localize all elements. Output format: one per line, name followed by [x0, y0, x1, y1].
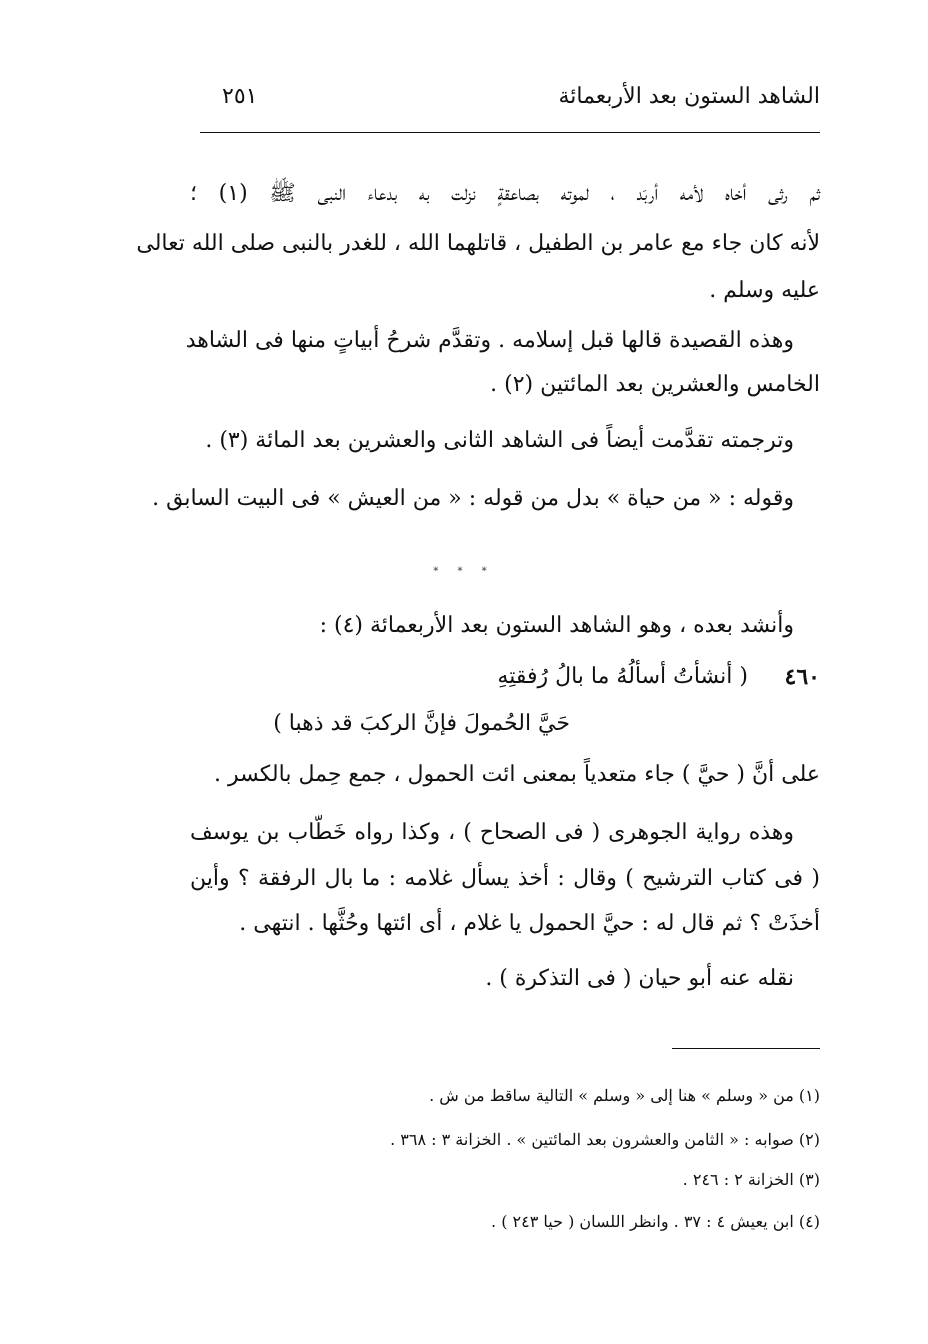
body-line-11: ( فى كتاب الترشيح ) وقال : أخذ يسأل غلامه : ما بال الرفقة ؟ وأين — [190, 866, 820, 891]
body-line-12: أخذَتْ ؟ ثم قال له : حيَّ الحمول يا غلام ، أى ائتها وحُثَّها . انتهى . — [239, 911, 820, 936]
verse-second-hemistich: حَيَّ الحُمولَ فإنَّ الركبَ قد ذهبا ) — [273, 711, 570, 736]
footnote-rule — [672, 1048, 820, 1049]
verse-number: ٤٦٠ — [784, 664, 820, 690]
body-line-7: وقوله : « من حياة » بدل من قوله : « من العيش » فى البيت السابق . — [152, 486, 794, 511]
footnote-3: (٣) الخزانة ٢ : ٢٤٦ . — [682, 1170, 820, 1189]
footnote-1: (١) من « وسلم » هنا إلى « وسلم » التالية ساقط من ش . — [429, 1086, 820, 1105]
body-line-10: وهذه رواية الجوهرى ( فى الصحاح ) ، وكذا رواه خَطّاب بن يوسف — [190, 820, 794, 845]
footnote-2: (٢) صوابه : « الثامن والعشرون بعد المائتين » . الخزانة ٣ : ٣٦٨ . — [390, 1130, 820, 1149]
verse-first-hemistich: ( أنشأتُ أسألُهُ ما بالُ رُفقتِهِ — [497, 664, 748, 689]
footnote-4: (٤) ابن يعيش ٤ : ٣٧ . وانظر اللسان ( حيا ٢٤٣ ) . — [491, 1212, 820, 1231]
page-number: ٢٥١ — [222, 84, 258, 109]
body-line-6: وترجمته تقدَّمت أيضاً فى الشاهد الثانى والعشرين بعد المائة (٣) . — [205, 428, 794, 453]
body-line-1: ثم رثى أخاه لأمه أربَد ، لموته بصاعقةٍ نزلت به بدعاء النبى ﷺ (١) ؛ — [190, 181, 820, 206]
header-rule — [200, 132, 820, 133]
body-line-9: على أنَّ ( حيَّ ) جاء متعدياً بمعنى ائت الحمول ، جمع حِمل بالكسر . — [214, 762, 820, 787]
body-line-4: وهذه القصيدة قالها قبل إسلامه . وتقدَّم شرحُ أبياتٍ منها فى الشاهد — [185, 328, 794, 353]
body-line-8: وأنشد بعده ، وهو الشاهد الستون بعد الأربعمائة (٤) : — [319, 613, 794, 638]
body-line-3: عليه وسلم . — [709, 278, 820, 303]
running-header-title: الشاهد الستون بعد الأربعمائة — [558, 84, 820, 109]
body-line-5: الخامس والعشرين بعد المائتين (٢) . — [490, 372, 820, 397]
body-line-2: لأنه كان جاء مع عامر بن الطفيل ، قاتلهما الله ، للغدر بالنبى صلى الله تعالى — [136, 231, 820, 256]
body-line-13: نقله عنه أبو حيان ( فى التذكرة ) . — [485, 966, 794, 991]
section-separator: * * * — [433, 566, 495, 577]
